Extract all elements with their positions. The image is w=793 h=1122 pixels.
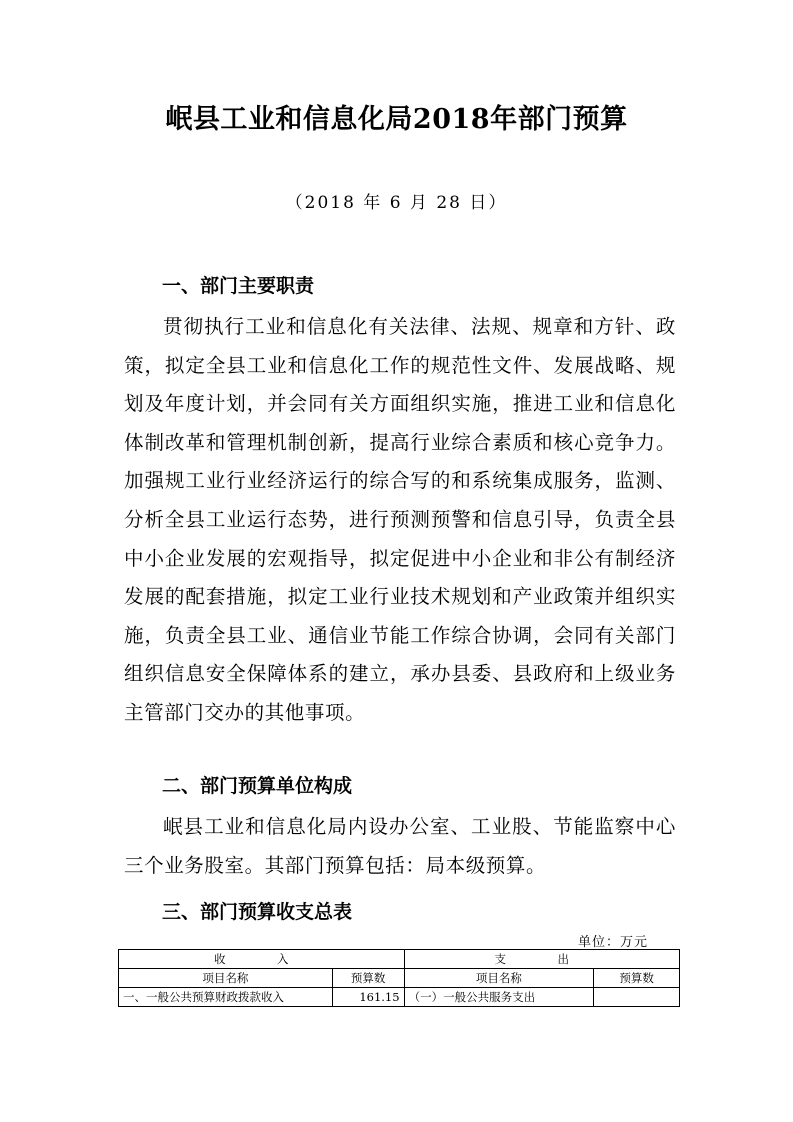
expense-amount-cell [594,988,680,1007]
section-heading-units: 二、部门预算单位构成 [162,775,353,797]
document-date: （2018 年 6 月 28 日） [285,193,508,213]
table-row [119,988,680,1007]
income-item-cell: 一、一般公共预算财政拨款收入 [119,988,333,1007]
income-amount-cell: 161.15 [332,988,404,1007]
expense-header: 支 出 [404,950,679,969]
section-heading-duties: 一、部门主要职责 [162,275,315,297]
table-header-row-columns [119,969,680,988]
unit-label: 单位：万元 [578,935,649,950]
income-header: 收 入 [119,950,405,969]
section-body-duties: 贯彻执行工业和信息化有关法律、法规、规章和方针、政策，拟定全县工业和信息化工作的规范性文件、发展战略、规划及年度计划，并会同有关方面组织实施，推进工业和信息化体制改革和管理机制创新，提高行业综合素质和核心竞争力。加强规工业行业经济运行的综合写的和系统集成服务，监测、分析全县工业运行态势，进行预测预警和信息引导，负责全县中小企业发展的宏观指导，拟定促进中小企业和非公有制经济发展的配套措施，拟定工业行业技术规划和产业政策并组织实施，负责全县工业、通信业节能工作综合协调，会同有关部门组织信息安全保障体系的建立，承办县委、县政府和上级业务主管部门交办的其他事项。 [124,315,676,724]
section-body-units: 岷县工业和信息化局内设办公室、工业股、节能监察中心三个业务股室。其部门预算包括：局本级预算。 [124,815,676,877]
col-header-income-budget: 预算数 [332,969,404,988]
section-heading-summary-table: 三、部门预算收支总表 [162,901,353,923]
page-title: 岷县工业和信息化局2018年部门预算 [165,104,628,135]
col-header-expense-item: 项目名称 [404,969,594,988]
col-header-expense-budget: 预算数 [594,969,680,988]
table-header-row-group [119,950,680,969]
budget-summary-table [118,949,680,1007]
col-header-income-item: 项目名称 [119,969,333,988]
expense-item-cell: （一）一般公共服务支出 [404,988,594,1007]
